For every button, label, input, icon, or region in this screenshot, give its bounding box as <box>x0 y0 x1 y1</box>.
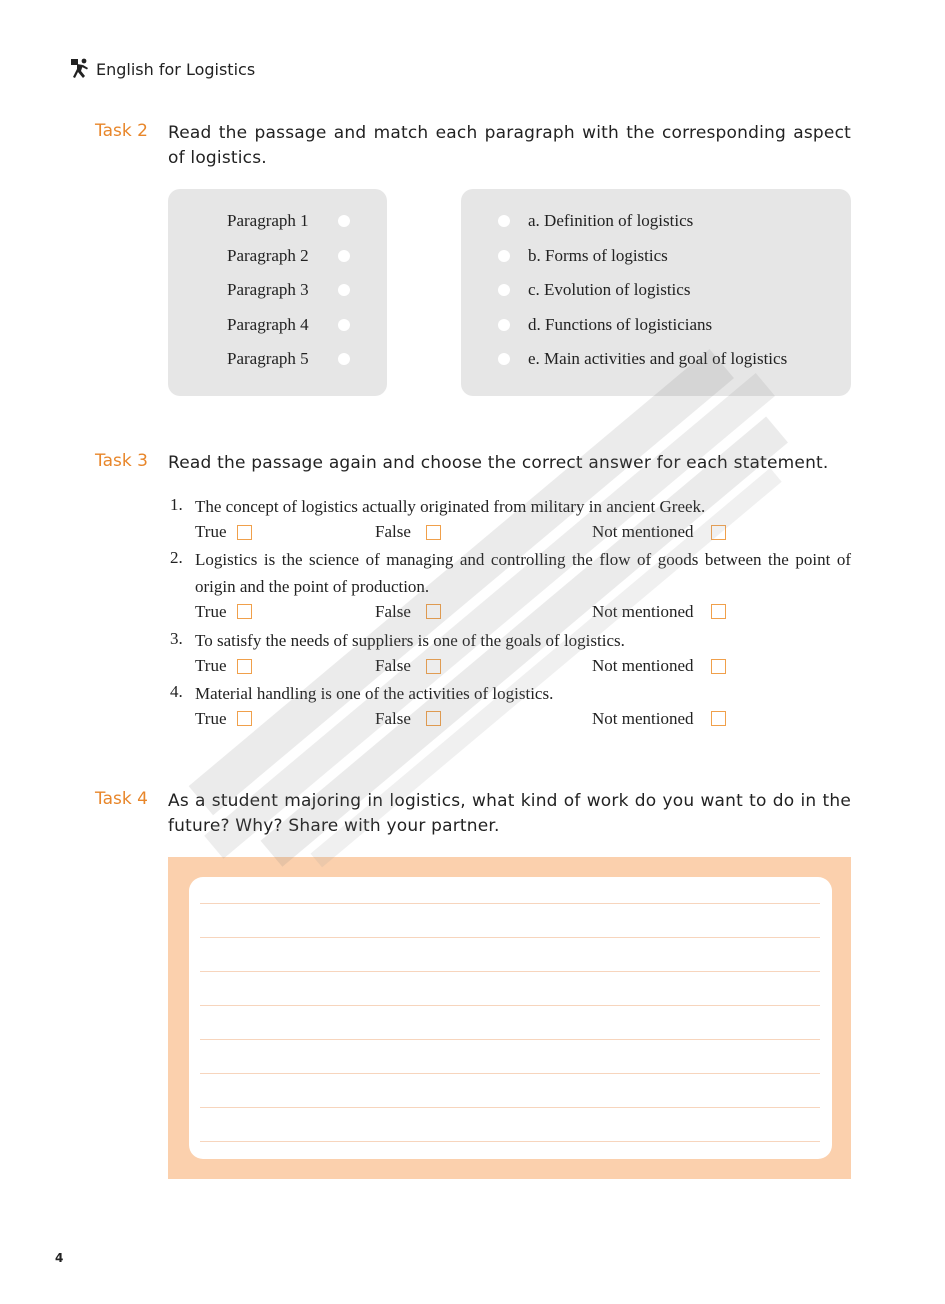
task2-instruction <box>95 121 851 173</box>
statement-number: 4. <box>170 682 183 701</box>
statement-text: Logistics is the science of managing and controlling the flow of goods between the point of origin and the point of production. <box>195 550 851 596</box>
task4-label: Task 4 <box>95 789 148 809</box>
paragraph-column <box>168 189 387 396</box>
answer-writing-area[interactable] <box>189 877 832 1159</box>
option-true-label: True <box>195 602 227 621</box>
not-mentioned-checkbox[interactable] <box>711 711 726 726</box>
option-not-mentioned-label: Not mentioned <box>592 522 694 541</box>
true-checkbox[interactable] <box>237 604 252 619</box>
match-dot[interactable] <box>338 215 350 227</box>
writing-line <box>200 1107 820 1108</box>
match-dot[interactable] <box>338 319 350 331</box>
paragraph-label: Paragraph 1 <box>227 211 309 230</box>
match-dot[interactable] <box>498 250 510 262</box>
writing-line <box>200 1073 820 1074</box>
match-dot[interactable] <box>338 353 350 365</box>
paragraph-label: Paragraph 5 <box>227 349 309 368</box>
writing-line <box>200 937 820 938</box>
option-true-label: True <box>195 656 227 675</box>
statement-number: 3. <box>170 629 183 648</box>
option-not-mentioned-label: Not mentioned <box>592 602 694 621</box>
match-dot[interactable] <box>338 250 350 262</box>
true-checkbox[interactable] <box>237 659 252 674</box>
statement-number: 2. <box>170 548 183 567</box>
option-true-label: True <box>195 522 227 541</box>
aspect-column <box>461 189 851 396</box>
match-dot[interactable] <box>338 284 350 296</box>
task2-text: Read the passage and match each paragraph with the corresponding aspect of logistics. <box>168 123 851 168</box>
option-false-label: False <box>375 522 411 541</box>
aspect-label: b. Forms of logistics <box>528 246 668 265</box>
paragraph-label: Paragraph 3 <box>227 280 309 299</box>
paragraph-label: Paragraph 2 <box>227 246 309 265</box>
running-header <box>68 57 255 81</box>
option-not-mentioned-label: Not mentioned <box>592 656 694 675</box>
statement-text: Material handling is one of the activities of logistics. <box>195 684 554 703</box>
paragraph-label: Paragraph 4 <box>227 315 309 334</box>
task4-text: As a student majoring in logistics, what kind of work do you want to do in the future? Why? Share with your partner. <box>168 791 851 836</box>
option-not-mentioned-label: Not mentioned <box>592 709 694 728</box>
aspect-label: a. Definition of logistics <box>528 211 694 230</box>
writing-line <box>200 971 820 972</box>
aspect-label: d. Functions of logisticians <box>528 315 713 334</box>
not-mentioned-checkbox[interactable] <box>711 659 726 674</box>
statement-text: The concept of logistics actually originated from military in ancient Greek. <box>195 497 706 516</box>
not-mentioned-checkbox[interactable] <box>711 604 726 619</box>
task3-text: Read the passage again and choose the correct answer for each statement. <box>168 453 829 473</box>
task4-instruction <box>95 789 851 841</box>
statement-text: To satisfy the needs of suppliers is one of the goals of logistics. <box>195 631 625 650</box>
true-checkbox[interactable] <box>237 525 252 540</box>
page-number: 4 <box>55 1251 64 1265</box>
false-checkbox[interactable] <box>426 659 441 674</box>
aspect-label: e. Main activities and goal of logistics <box>528 349 788 368</box>
true-checkbox[interactable] <box>237 711 252 726</box>
writing-line <box>200 1039 820 1040</box>
match-dot[interactable] <box>498 284 510 296</box>
match-dot[interactable] <box>498 319 510 331</box>
statement-number: 1. <box>170 495 183 514</box>
book-title: English for Logistics <box>96 59 256 79</box>
writing-line <box>200 1141 820 1142</box>
task2-label: Task 2 <box>95 121 148 141</box>
match-dot[interactable] <box>498 215 510 227</box>
false-checkbox[interactable] <box>426 525 441 540</box>
option-false-label: False <box>375 709 411 728</box>
aspect-label: c. Evolution of logistics <box>528 280 691 299</box>
false-checkbox[interactable] <box>426 604 441 619</box>
task3-label: Task 3 <box>95 451 148 471</box>
option-false-label: False <box>375 602 411 621</box>
task3-instruction <box>95 451 851 479</box>
false-checkbox[interactable] <box>426 711 441 726</box>
writing-line <box>200 903 820 904</box>
not-mentioned-checkbox[interactable] <box>711 525 726 540</box>
runner-carrying-box-icon <box>68 57 92 81</box>
option-false-label: False <box>375 656 411 675</box>
writing-line <box>200 1005 820 1006</box>
match-dot[interactable] <box>498 353 510 365</box>
option-true-label: True <box>195 709 227 728</box>
